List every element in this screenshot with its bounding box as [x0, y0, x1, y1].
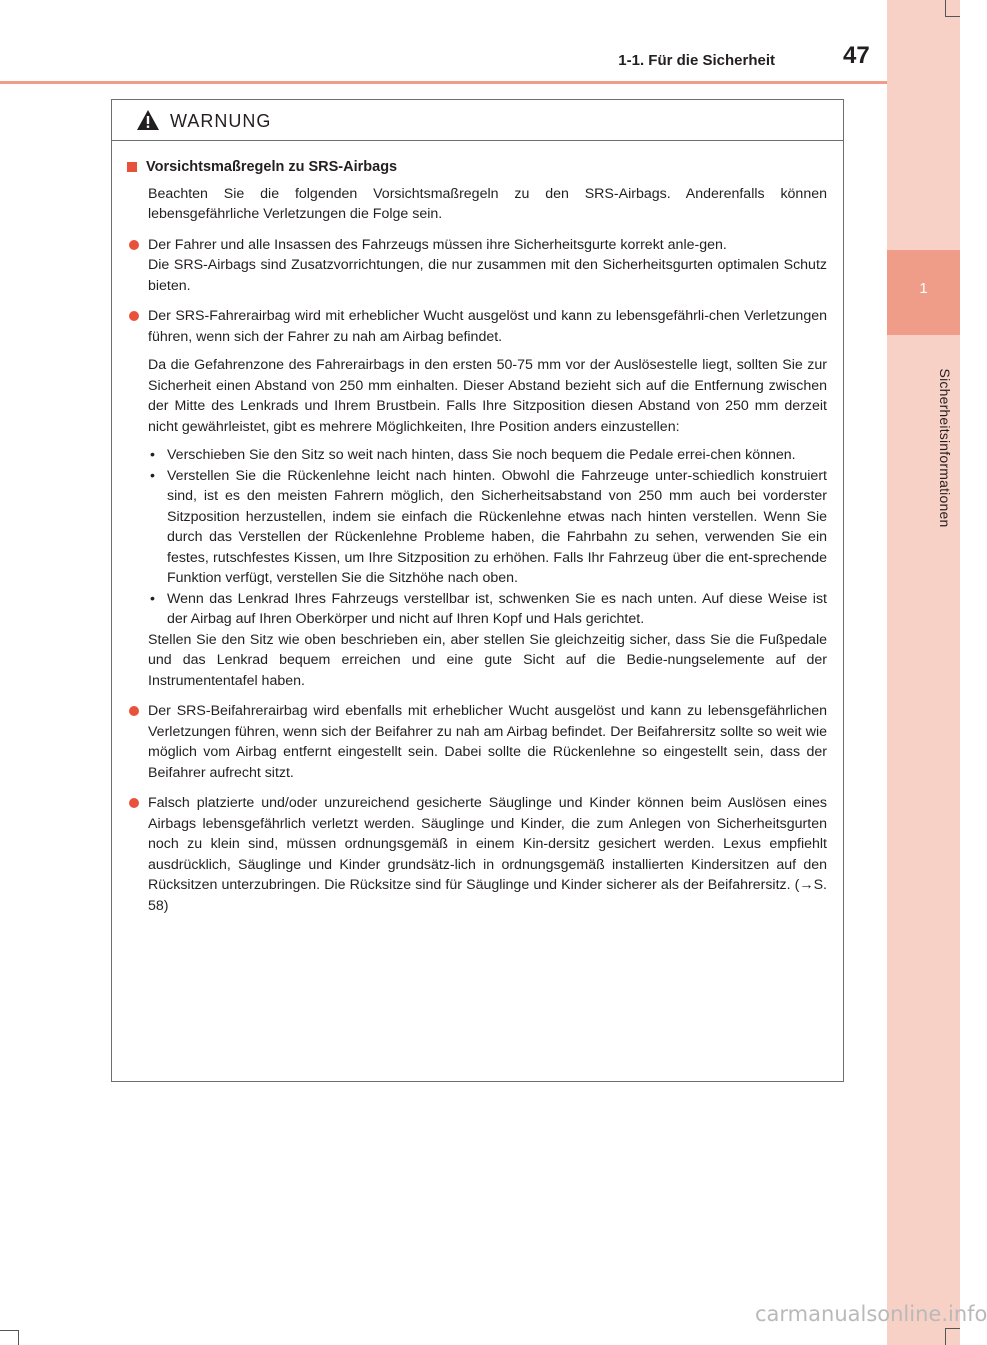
- running-head: 1-1. Für die Sicherheit: [618, 52, 775, 69]
- page-number: 47: [843, 42, 870, 69]
- square-bullet-icon: [127, 162, 137, 172]
- sub-list-item: [148, 445, 827, 466]
- bullet-dot-icon: [129, 706, 139, 716]
- chapter-label: Sicherheitsinformationen: [937, 368, 953, 528]
- crop-mark: [0, 1330, 18, 1331]
- bullet-text: Da die Gefahrenzone des Fahrerairbags in den ersten 50-75 mm vor der Auslösestelle liegt, sollten Sie zur Sicherheit einen Abstand von 250 mm einhalten. Dieser Abstand bezieht sich auf die Entfernung zwischen der Mitte des Lenkrads und Ihrem Brustbein. Falls Ihre Sitzposition diesen Abstand von 250 mm derzeit nicht gewährleistet, gibt es mehrere Möglichkeiten, Ihre Position anders einzustellen:: [148, 357, 827, 435]
- sub-bullet-marker: •: [150, 590, 155, 607]
- bullet-dot-icon: [129, 240, 139, 250]
- bullet-text: Der SRS-Beifahrerairbag wird ebenfalls mit erheblicher Wucht ausgelöst und kann zu lebensgefährlichen Verletzungen führen, wenn sich der Beifahrer zu nah am Airbag befindet. Der Beifahrersitz sollte so weit wie möglich vom Airbag entfernt eingestellt sein. Dabei sollte die Rückenlehne so eingestellt sein, dass der Beifahrer aufrecht sitzt.: [148, 703, 827, 781]
- watermark: carmanualsonline.info: [755, 1302, 987, 1326]
- sub-bullet-marker: •: [150, 447, 155, 463]
- bullet-text: Der SRS-Fahrerairbag wird mit erheblicher Wucht ausgelöst und kann zu lebensgefährli-chen Verletzungen führen, wenn sich der Fahrer zu nah am Airbag befindet.: [148, 308, 827, 345]
- sub-bullet-text: Wenn das Lenkrad Ihres Fahrzeugs verstellbar ist, schwenken Sie es nach unten. Auf diese Weise ist der Airbag auf Ihren Oberkörper und nicht auf Ihren Kopf und Hals gerichtet.: [167, 590, 827, 627]
- section-heading: [127, 157, 827, 178]
- section-title: Vorsichtsmaßregeln zu SRS-Airbags: [146, 159, 398, 175]
- crop-mark: [945, 1328, 960, 1329]
- bullet-text: Der Fahrer und alle Insassen des Fahrzeugs müssen ihre Sicherheitsgurte korrekt anle-gen.: [148, 236, 727, 253]
- bullet-text: Die SRS-Airbags sind Zusatzvorrichtungen, die nur zusammen mit den Sicherheitsgurten optimalen Schutz bieten.: [148, 257, 827, 294]
- sub-bullet-text: Verschieben Sie den Sitz so weit nach hinten, dass Sie noch bequem die Pedale errei-chen können.: [167, 447, 796, 463]
- list-item: [127, 306, 827, 691]
- bullet-dot-icon: [129, 798, 139, 808]
- bullet-text: Stellen Sie den Sitz wie oben beschrieben ein, aber stellen Sie gleichzeitig sicher, dass Sie die Fußpedale und das Lenkrad bequem erreichen und eine gute Sicht auf die Bedie-nungselemente auf der Instrumententafel haben.: [148, 631, 827, 689]
- sub-list-item: [148, 466, 827, 589]
- list-item: [127, 235, 827, 297]
- warning-triangle-icon: [136, 109, 160, 131]
- chapter-tab[interactable]: [887, 250, 960, 335]
- crop-mark: [945, 16, 960, 17]
- header-rule: [0, 81, 887, 84]
- intro-text: Beachten Sie die folgenden Vorsichtsmaßregeln zu den SRS-Airbags. Anderenfalls können lebensgefährliche Verletzungen die Folge sein.: [148, 185, 827, 222]
- sub-bullet-marker: •: [150, 467, 155, 484]
- warning-content: [127, 157, 827, 916]
- bullet-dot-icon: [129, 311, 139, 321]
- crop-mark: [945, 0, 946, 16]
- sub-bullet-text: Verstellen Sie die Rückenlehne leicht nach hinten. Obwohl die Fahrzeuge unter-schiedlich konstruiert sind, ist es den meisten Fahrern möglich, den Sicherheitsabstand von 250 mm auch bei vorderster Sitzposition herzustellen, indem sie einfach die Rückenlehne etwas nach hinten verstellen. Wenn Sie durch das Verstellen der Rückenlehne Probleme haben, die Fahrbahn zu sehen, verwenden Sie ein festes, rutschfestes Kissen, um Ihre Sitzposition zu erhöhen. Falls Ihr Fahrzeug über die ent-sprechende Funktion verfügt, verstellen Sie die Sitzhöhe nach oben.: [167, 467, 827, 586]
- crop-mark: [945, 1328, 946, 1345]
- warning-header: [112, 100, 843, 141]
- sub-list-item: [148, 589, 827, 630]
- list-item: [127, 793, 827, 916]
- side-strip: [887, 0, 960, 1345]
- crop-mark: [18, 1330, 19, 1345]
- bullet-text: Falsch platzierte und/oder unzureichend gesicherte Säuglinge und Kinder können beim Auslösen eines Airbags lebensgefährlich verletzt werden. Säuglinge und Kinder, die zum Anlegen von Sicherheitsgurten noch zu klein sind, müssen ordnungsgemäß in einem Kin-dersitz gesichert werden. Lexus empfiehlt ausdrücklich, Säuglinge und Kinder grundsätz-lich in ordnungsgemäß installierten Kindersitzen auf den Rücksitzen unterzubringen. Die Rücksitze sind für Säuglinge und Kinder sicherer als der Beifahrersitz. (→S. 58): [148, 795, 827, 914]
- warning-box: [111, 99, 844, 1082]
- warning-title: WARNUNG: [170, 111, 272, 131]
- chapter-number: 1: [919, 280, 928, 297]
- list-item: [127, 701, 827, 783]
